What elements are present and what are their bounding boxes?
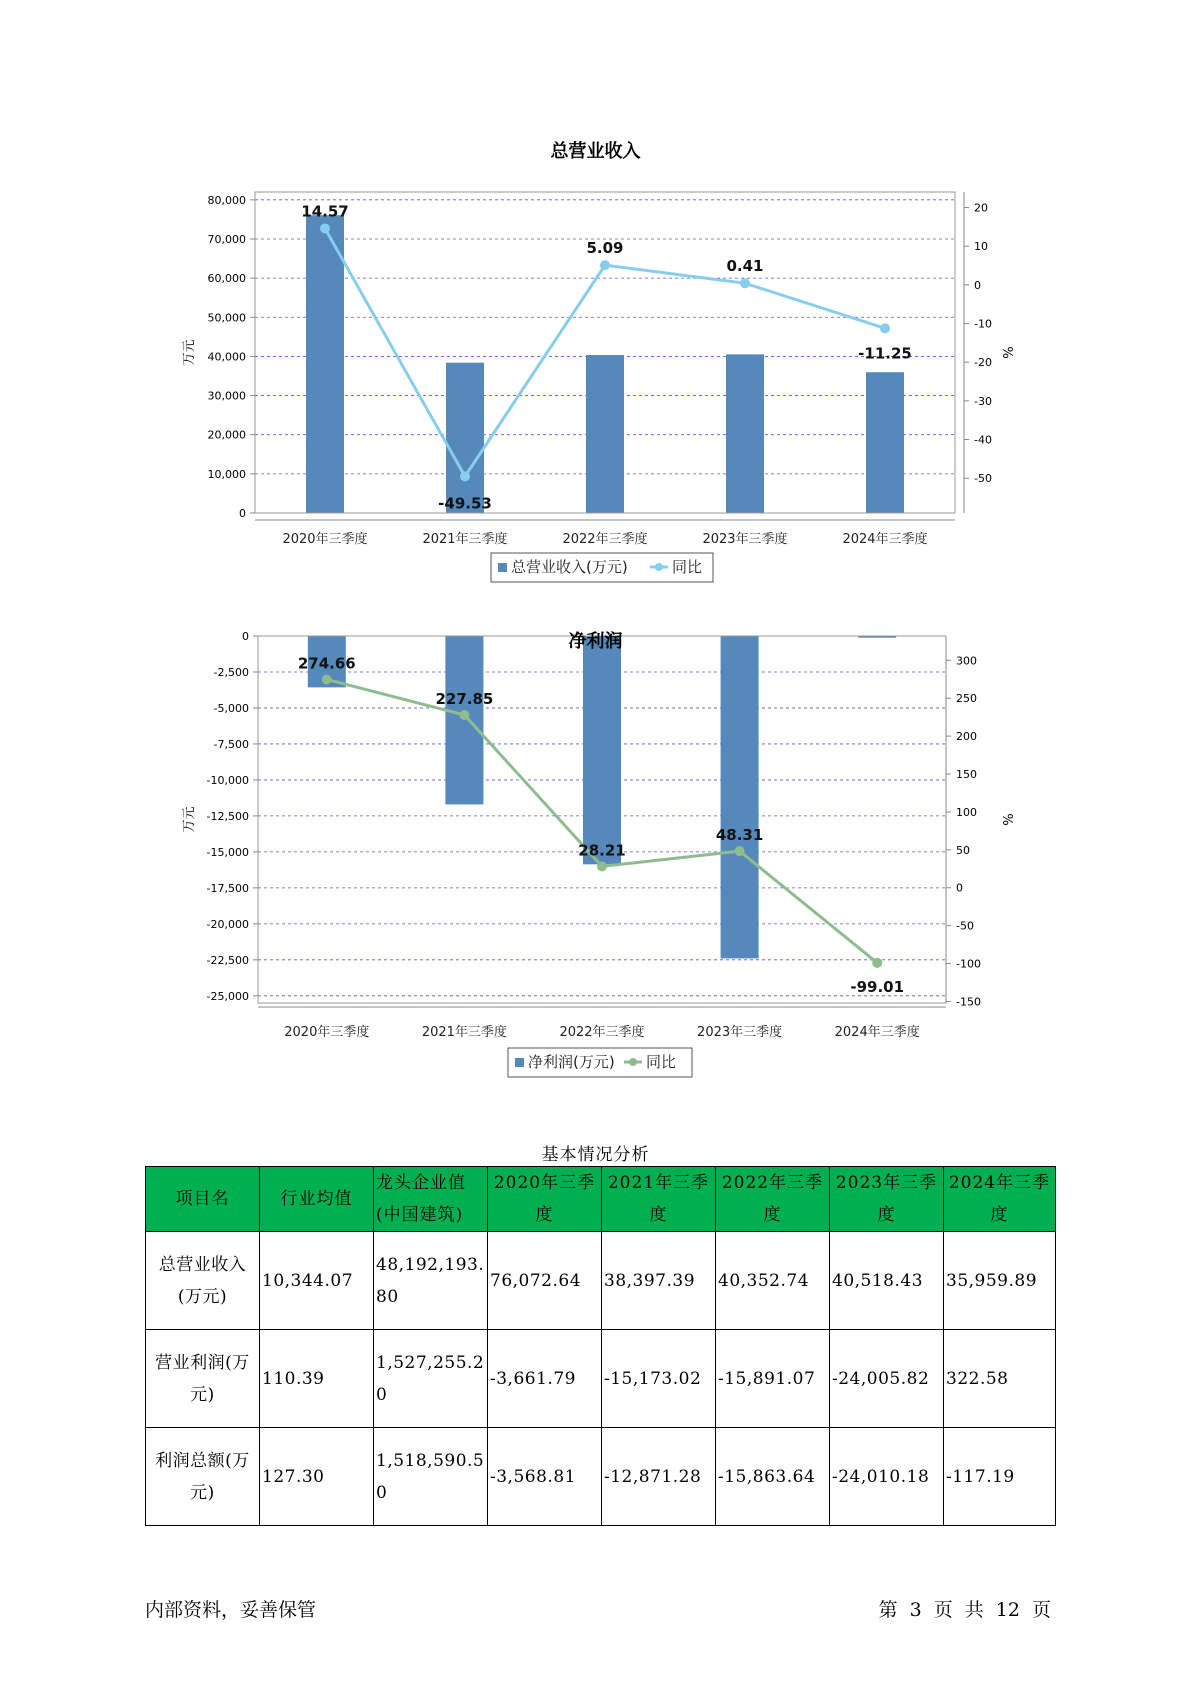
x-tick-label: 2021年三季度	[422, 532, 508, 547]
column-header: 2021年三季度	[602, 1167, 716, 1232]
table-cell: 322.58	[944, 1330, 1056, 1428]
table-row	[146, 1232, 1056, 1330]
net-profit-chart	[0, 630, 1191, 1090]
y-right-tick-label: 0	[974, 278, 981, 292]
line-point	[597, 861, 607, 871]
legend-label: 同比	[672, 558, 703, 576]
legend-swatch-point	[655, 563, 663, 571]
column-header: 2023年三季度	[830, 1167, 944, 1232]
table-cell: 127.30	[260, 1428, 374, 1526]
x-tick-label: 2021年三季度	[421, 1025, 507, 1040]
y-tick-label: 20,000	[207, 428, 246, 442]
x-tick-label: 2024年三季度	[842, 532, 928, 547]
y-tick-label: -15,000	[206, 845, 249, 859]
footer-page-number: 第 3 页 共 12 页	[878, 1599, 1051, 1621]
data-label: 28.21	[578, 841, 626, 860]
column-header: 项目名	[146, 1167, 260, 1232]
x-tick-label: 2022年三季度	[559, 1025, 645, 1040]
y-right-tick-label: -40	[974, 433, 992, 447]
row-label: 营业利润(万元)	[146, 1330, 260, 1428]
y-right-tick-label: 20	[974, 201, 988, 215]
table-title: 基本情况分析	[541, 1145, 650, 1165]
chart-title: 总营业收入	[550, 141, 641, 162]
y-right-tick-label: 0	[956, 881, 963, 895]
y-tick-label: 10,000	[207, 467, 246, 481]
x-tick-label: 2024年三季度	[834, 1025, 920, 1040]
line-point	[880, 323, 890, 333]
y-tick-label: -17,500	[206, 881, 249, 895]
data-label: 227.85	[435, 689, 494, 708]
row-label: 利润总额(万元)	[146, 1428, 260, 1526]
bar	[866, 372, 904, 513]
line-point	[735, 846, 745, 856]
line-point	[740, 278, 750, 288]
y-tick-label: 60,000	[207, 272, 246, 286]
y-tick-label: 30,000	[207, 389, 246, 403]
bar	[726, 354, 764, 513]
table-cell: -15,173.02	[602, 1330, 716, 1428]
y-right-tick-label: 100	[956, 805, 977, 819]
bar	[445, 636, 483, 804]
legend-swatch-point	[629, 1058, 637, 1066]
y-tick-label: 0	[239, 507, 246, 520]
x-tick-label: 2023年三季度	[697, 1025, 783, 1040]
y-right-tick-label: -10	[974, 317, 992, 331]
y-tick-label: -20,000	[206, 917, 249, 931]
y-tick-label: 40,000	[207, 350, 246, 364]
y-tick-label: 80,000	[207, 193, 246, 207]
line-point	[459, 710, 469, 720]
y-right-tick-label: 150	[956, 768, 977, 782]
table-cell: 76,072.64	[488, 1232, 602, 1330]
column-header: 2024年三季度	[944, 1167, 1056, 1232]
legend-swatch-bar	[515, 1058, 524, 1067]
bar	[583, 636, 621, 864]
y-right-tick-label: 300	[956, 654, 977, 668]
y-tick-label: 0	[242, 630, 249, 643]
y-tick-label: -12,500	[206, 809, 249, 823]
column-header: 2022年三季度	[716, 1167, 830, 1232]
table-cell: -15,863.64	[716, 1428, 830, 1526]
revenue-chart-svg	[0, 135, 1191, 595]
y-tick-label: -10,000	[206, 773, 249, 787]
y-right-tick-label: -20	[974, 356, 992, 370]
y-right-tick-label: -30	[974, 394, 992, 408]
column-header: 2020年三季度	[488, 1167, 602, 1232]
table-cell: 38,397.39	[602, 1232, 716, 1330]
line-point	[600, 260, 610, 270]
line-point	[320, 223, 330, 233]
legend-label: 总营业收入(万元)	[511, 558, 628, 576]
table-cell: 10,344.07	[260, 1232, 374, 1330]
table-cell: 35,959.89	[944, 1232, 1056, 1330]
table-cell: 110.39	[260, 1330, 374, 1428]
revenue-chart	[0, 135, 1191, 595]
y-tick-label: 70,000	[207, 232, 246, 246]
column-header: 龙头企业值(中国建筑)	[374, 1167, 488, 1232]
y-right-tick-label: 50	[956, 843, 970, 857]
y-right-axis-title: %	[999, 813, 1014, 826]
bar	[446, 363, 484, 513]
y-tick-label: -2,500	[213, 665, 249, 679]
table-cell: -3,661.79	[488, 1330, 602, 1428]
y-tick-label: -22,500	[206, 953, 249, 967]
data-label: 48.31	[715, 826, 764, 845]
column-header: 行业均值	[260, 1167, 374, 1232]
y-right-tick-label: -50	[956, 919, 974, 933]
legend-swatch-bar	[498, 563, 507, 572]
table-cell: 1,518,590.50	[374, 1428, 488, 1526]
bar	[306, 215, 344, 513]
y-tick-label: -25,000	[206, 989, 249, 1003]
data-label: 14.57	[301, 202, 349, 221]
data-label: 0.41	[726, 257, 764, 276]
y-right-tick-label: 10	[974, 240, 988, 254]
legend-label: 净利润(万元)	[528, 1053, 615, 1071]
y-right-tick-label: 200	[956, 730, 977, 744]
basic-analysis-table	[145, 1166, 1056, 1526]
y-right-tick-label: -150	[956, 995, 981, 1009]
y-axis-title: 万元	[182, 339, 197, 366]
y-right-tick-label: -100	[956, 957, 981, 971]
y-right-axis-title: %	[999, 346, 1014, 359]
table-cell: -24,005.82	[830, 1330, 944, 1428]
net-profit-chart-svg	[0, 630, 1191, 1090]
y-right-tick-label: -50	[974, 472, 992, 486]
y-tick-label: 50,000	[207, 311, 246, 325]
table-cell: -15,891.07	[716, 1330, 830, 1428]
data-label: 5.09	[586, 239, 624, 258]
data-label: -49.53	[438, 494, 492, 513]
y-tick-label: -5,000	[213, 701, 249, 715]
line-point	[322, 674, 332, 684]
data-label: -11.25	[858, 344, 912, 363]
bar	[586, 355, 624, 513]
footer-confidential-note: 内部资料，妥善保管	[145, 1599, 317, 1621]
data-label: -99.01	[850, 977, 905, 996]
line-point	[460, 471, 470, 481]
bar	[721, 636, 759, 958]
line-point	[872, 958, 882, 968]
table-cell: 48,192,193.80	[374, 1232, 488, 1330]
table-row	[146, 1428, 1056, 1526]
table-cell: -117.19	[944, 1428, 1056, 1526]
table-header-row	[146, 1167, 1056, 1232]
x-tick-label: 2022年三季度	[562, 532, 648, 547]
table-cell: -3,568.81	[488, 1428, 602, 1526]
table-cell: 40,352.74	[716, 1232, 830, 1330]
table-cell: -24,010.18	[830, 1428, 944, 1526]
y-right-tick-label: 250	[956, 692, 977, 706]
x-tick-label: 2020年三季度	[284, 1025, 370, 1040]
x-tick-label: 2023年三季度	[702, 532, 788, 547]
legend-label: 同比	[646, 1053, 677, 1071]
data-label: 274.66	[297, 654, 356, 673]
row-label: 总营业收入(万元)	[146, 1232, 260, 1330]
y-tick-label: -7,500	[213, 737, 249, 751]
table-cell: -12,871.28	[602, 1428, 716, 1526]
y-axis-title: 万元	[182, 806, 197, 833]
table-cell: 40,518.43	[830, 1232, 944, 1330]
chart-title: 净利润	[568, 631, 623, 652]
x-tick-label: 2020年三季度	[282, 532, 368, 547]
table-cell: 1,527,255.20	[374, 1330, 488, 1428]
table-row	[146, 1330, 1056, 1428]
